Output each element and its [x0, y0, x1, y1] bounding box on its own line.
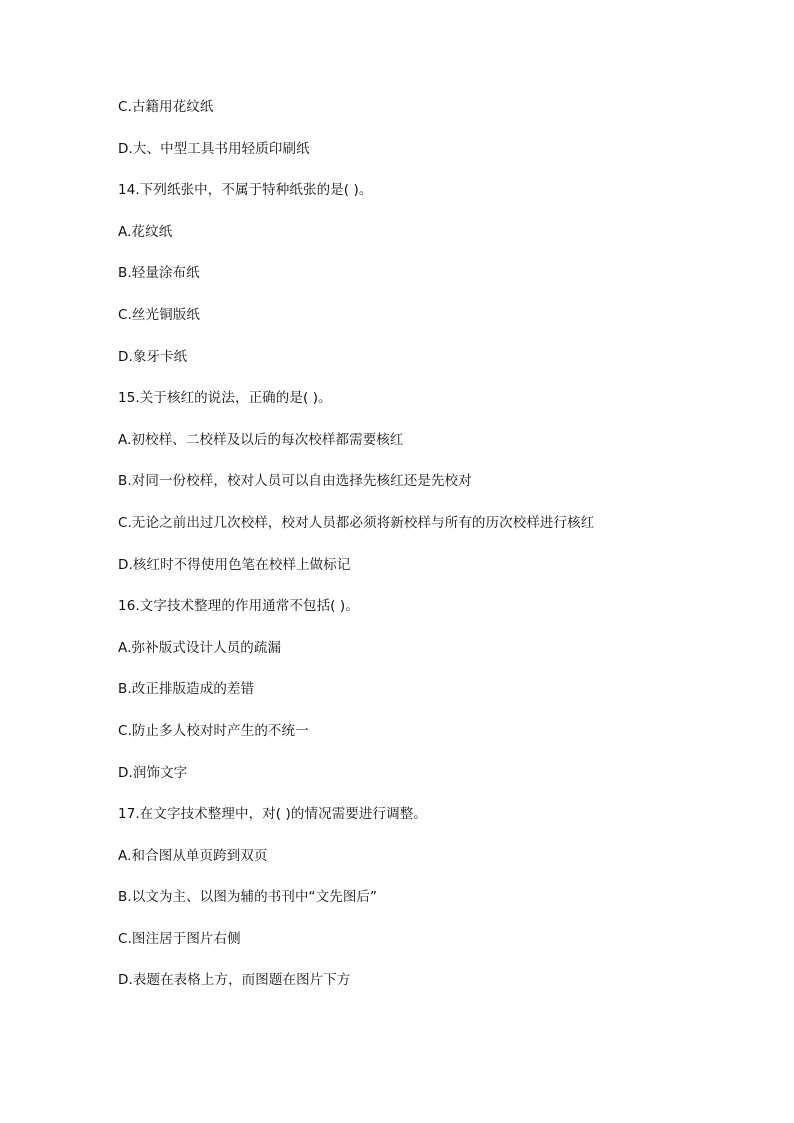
question-15: 15.关于核红的说法，正确的是( )。: [118, 390, 332, 407]
option-c-14: C.丝光铜版纸: [118, 306, 200, 323]
option-d-13: D.大、中型工具书用轻质印刷纸: [118, 140, 310, 157]
option-c-17: C.图注居于图片右侧: [118, 930, 241, 947]
option-b-16: B.改正排版造成的差错: [118, 681, 255, 698]
option-b-17: B.以文为主、以图为辅的书刊中“文先图后”: [118, 889, 378, 906]
option-d-15: D.核红时不得使用色笔在校样上做标记: [118, 556, 351, 573]
option-b-15: B.对同一份校样，校对人员可以自由选择先核红还是先校对: [118, 473, 472, 490]
option-c-16: C.防止多人校对时产生的不统一: [118, 722, 309, 739]
option-a-15: A.初校样、二校样及以后的每次校样都需要核红: [118, 431, 404, 448]
option-c-13: C.古籍用花纹纸: [118, 99, 214, 115]
option-a-16: A.弥补版式设计人员的疏漏: [118, 639, 282, 656]
question-16: 16.文字技术整理的作用通常不包括( )。: [118, 598, 359, 615]
option-d-17: D.表题在表格上方，而图题在图片下方: [118, 972, 351, 989]
option-a-14: A.花纹纸: [118, 223, 173, 240]
question-14: 14.下列纸张中，不属于特种纸张的是( )。: [118, 182, 373, 199]
question-list: [118, 97, 758, 1012]
option-a-17: A.和合图从单页跨到双页: [118, 847, 268, 864]
option-b-14: B.轻量涂布纸: [118, 265, 200, 282]
option-d-16: D.润饰文字: [118, 764, 188, 781]
option-d-14: D.象牙卡纸: [118, 348, 188, 365]
option-c-15: C.无论之前出过几次校样，校对人员都必须将新校样与所有的历次校样进行核红: [118, 514, 595, 531]
question-17: 17.在文字技术整理中，对( )的情况需要进行调整。: [118, 806, 427, 823]
